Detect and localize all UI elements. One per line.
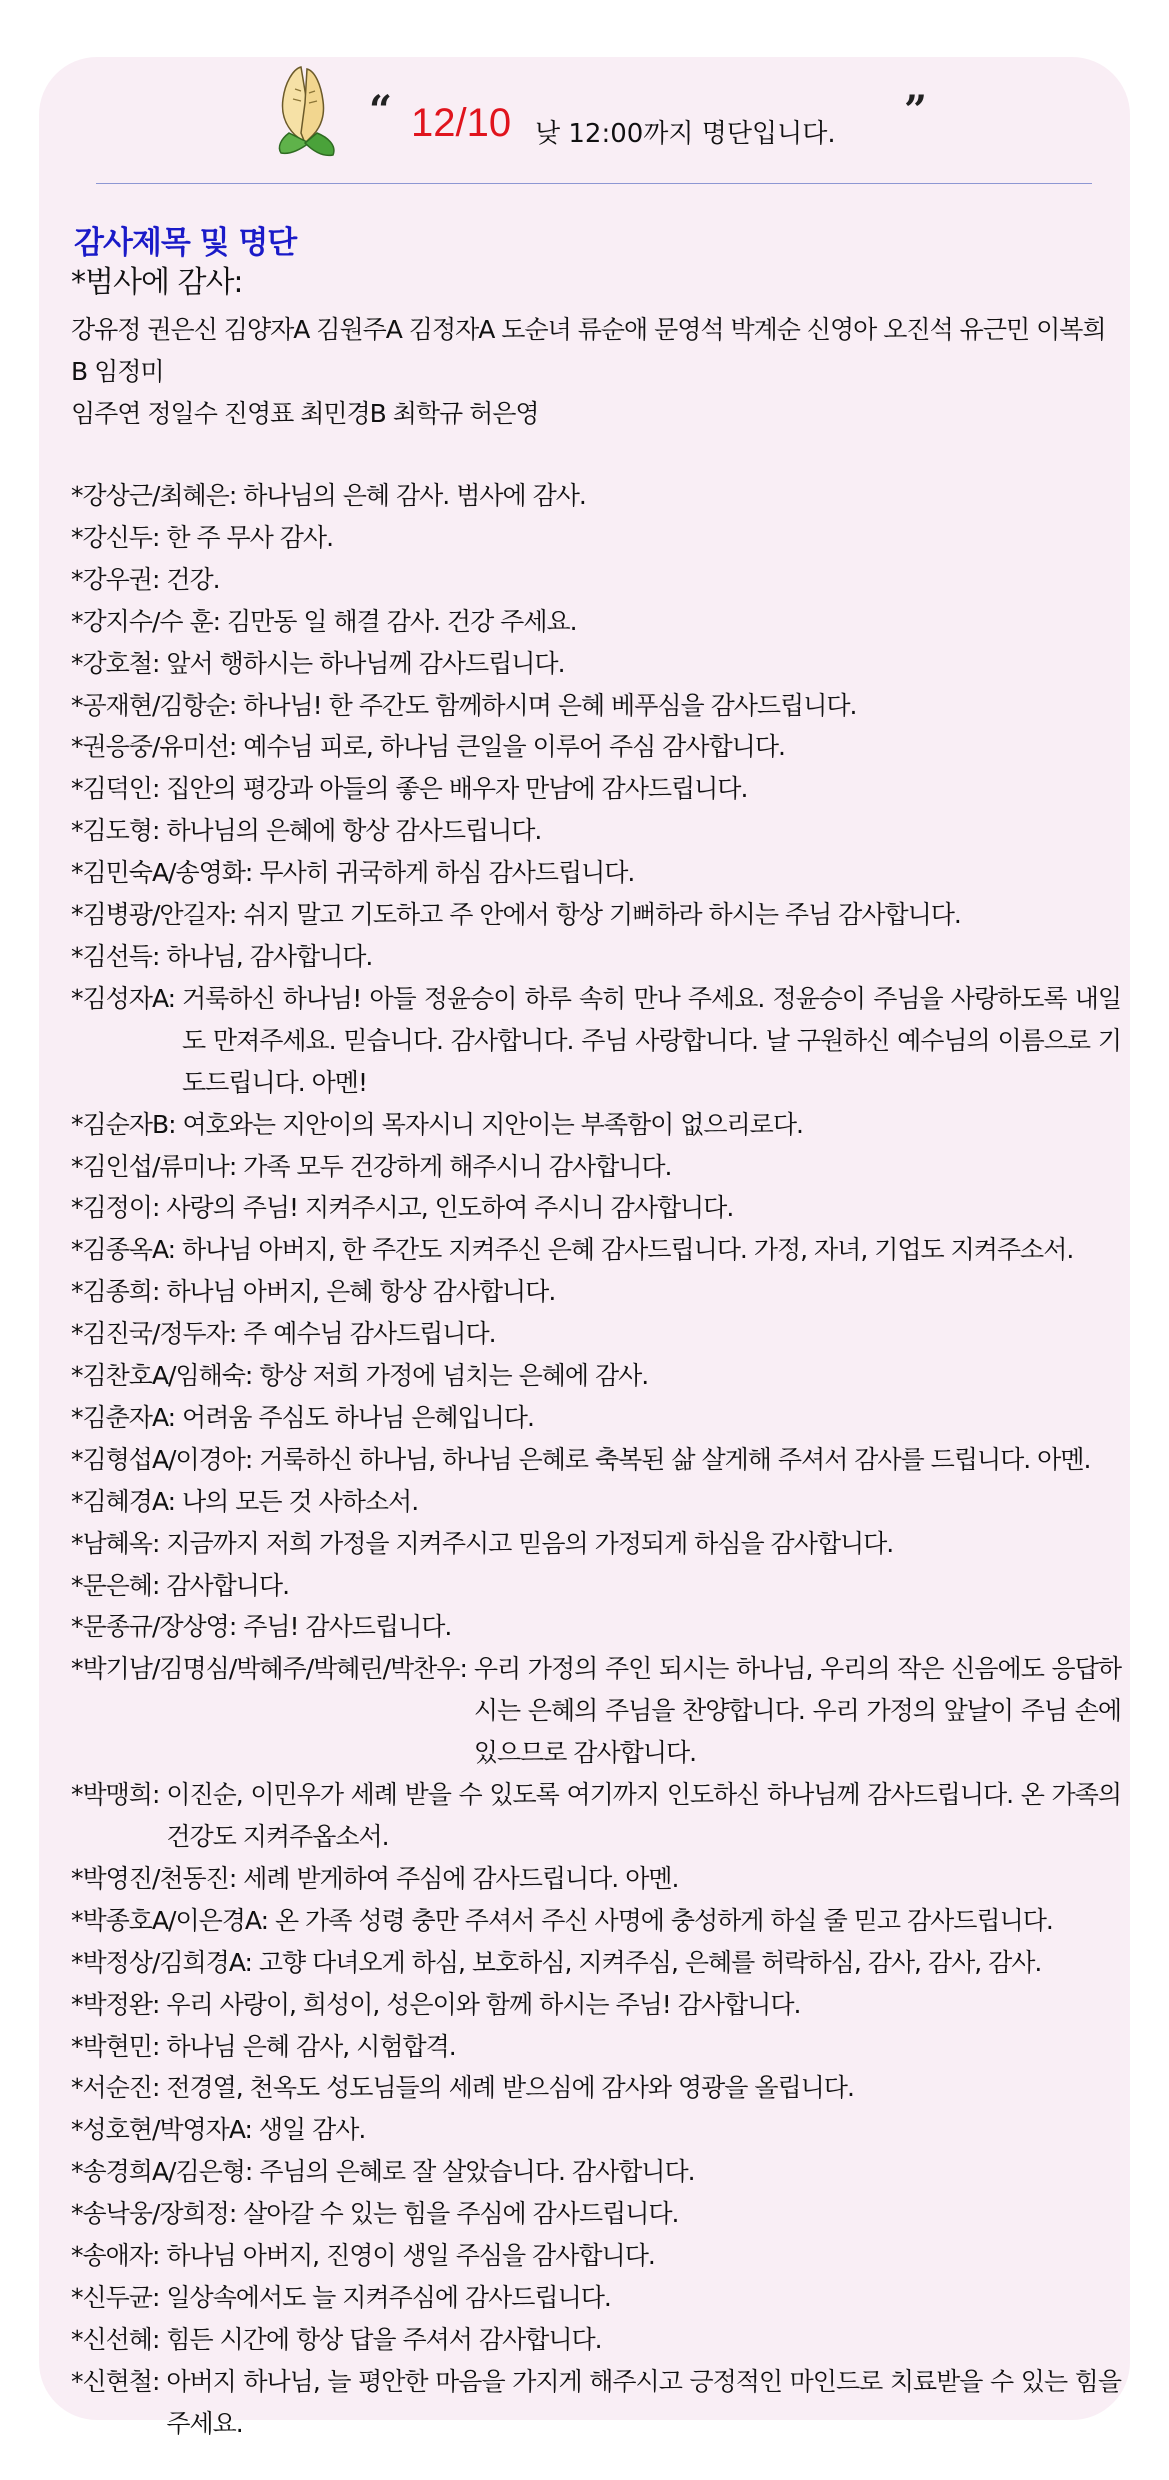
entry-message: 앞서 행하시는 하나님께 감사드립니다. bbox=[166, 648, 565, 678]
list-item bbox=[71, 2277, 1121, 2319]
entry-message: 힘든 시간에 항상 답을 주셔서 감사합니다. bbox=[166, 2324, 602, 2354]
entry-name: *권응중/유미선: bbox=[71, 732, 237, 762]
entry-name: *박영진/천동진: bbox=[71, 1863, 237, 1893]
list-item bbox=[71, 2067, 1121, 2109]
entry-name: *김종옥A: bbox=[71, 1235, 176, 1265]
entry-message: 하나님 은혜 감사, 시험합격. bbox=[166, 2031, 456, 2061]
spacer bbox=[71, 435, 1121, 475]
entry-message: 하나님 아버지, 은혜 항상 감사합니다. bbox=[166, 1277, 556, 1307]
list-item bbox=[71, 1397, 1121, 1439]
praying-hands-icon bbox=[271, 63, 343, 163]
entry-name: *박종호A/이은경A: bbox=[71, 1905, 269, 1935]
entry-message: 우리 가정의 주인 되시는 하나님, 우리의 작은 신음에도 응답하시는 은혜의 주님을 찬양합니다. 우리 가정의 앞날이 주님 손에 있으므로 감사합니다. bbox=[473, 1654, 1121, 1768]
list-item bbox=[71, 2026, 1121, 2068]
list-item bbox=[71, 1648, 1121, 1774]
entry-message: 하나님의 은혜에 항상 감사드립니다. bbox=[166, 816, 542, 846]
list-item bbox=[71, 1146, 1121, 1188]
list-item bbox=[71, 1858, 1121, 1900]
entry-name: *김선득: bbox=[71, 941, 160, 971]
entry-message: 전경열, 천옥도 성도님들의 세례 받으심에 감사와 영광을 올립니다. bbox=[166, 2073, 854, 2103]
entry-name: *강우권: bbox=[71, 564, 160, 594]
entry-name: *송경희A/김은형: bbox=[71, 2157, 253, 2187]
entry-name: *신현철: bbox=[71, 2366, 160, 2396]
entry-message: 건강. bbox=[166, 564, 220, 594]
entry-name: *김혜경A: bbox=[71, 1486, 176, 1516]
entry-name: *박정완: bbox=[71, 1989, 160, 2019]
entry-name: *신선혜: bbox=[71, 2324, 160, 2354]
entry-message: 하나님 아버지, 한 주간도 지켜주신 은혜 감사드립니다. 가정, 자녀, 기업도 지켜주소서. bbox=[182, 1235, 1074, 1265]
entry-name: *강지수/수 훈: bbox=[71, 606, 221, 636]
list-item bbox=[71, 2151, 1121, 2193]
entry-name: *박현민: bbox=[71, 2031, 160, 2061]
entry-message: 생일 감사. bbox=[258, 2115, 366, 2145]
entry-message: 가족 모두 건강하게 해주시니 감사합니다. bbox=[243, 1151, 672, 1181]
list-item bbox=[71, 1942, 1121, 1984]
list-item bbox=[71, 1313, 1121, 1355]
deadline-date: 12/10 bbox=[411, 101, 512, 145]
list-item bbox=[71, 978, 1121, 1104]
entry-name: *김형섭A/이경아: bbox=[71, 1444, 253, 1474]
close-quote: ” bbox=[904, 87, 928, 134]
list-item bbox=[71, 1606, 1121, 1648]
entry-name: *김춘자A: bbox=[71, 1402, 176, 1432]
list-item bbox=[71, 852, 1121, 894]
list-item bbox=[71, 1271, 1121, 1313]
entry-list bbox=[71, 475, 1121, 2445]
list-item bbox=[71, 1439, 1121, 1481]
list-item bbox=[71, 685, 1121, 727]
entry-name: *김종희: bbox=[71, 1277, 160, 1307]
entry-message: 집안의 평강과 아들의 좋은 배우자 만남에 감사드립니다. bbox=[166, 774, 748, 804]
entry-name: *김진국/정두자: bbox=[71, 1319, 237, 1349]
notice-header bbox=[39, 57, 1130, 177]
list-item bbox=[71, 726, 1121, 768]
list-item bbox=[71, 2235, 1121, 2277]
entry-message: 나의 모든 것 사하소서. bbox=[182, 1486, 419, 1516]
list-item bbox=[71, 1565, 1121, 1607]
entry-name: *김병광/안길자: bbox=[71, 900, 237, 930]
names-line: 임주연 정일수 진영표 최민경B 최학규 허은영 bbox=[71, 399, 539, 428]
prayer-entries bbox=[71, 263, 1121, 2445]
entry-name: *김도형: bbox=[71, 816, 160, 846]
entry-name: *박정상/김희경A: bbox=[71, 1947, 252, 1977]
list-item bbox=[71, 810, 1121, 852]
entry-name: *서순진: bbox=[71, 2073, 160, 2103]
entry-message: 예수님 피로, 하나님 큰일을 이루어 주심 감사합니다. bbox=[243, 732, 785, 762]
list-item bbox=[71, 768, 1121, 810]
entry-name: *송애자: bbox=[71, 2241, 160, 2271]
list-item bbox=[71, 1481, 1121, 1523]
deadline-notice: 낮 12:00까지 명단입니다. bbox=[535, 119, 836, 149]
entry-message: 우리 사랑이, 희성이, 성은이와 함께 하시는 주님! 감사합니다. bbox=[166, 1989, 801, 2019]
list-item bbox=[71, 2361, 1121, 2445]
list-item bbox=[71, 601, 1121, 643]
names-line: 강유정 권은신 김양자A 김원주A 김정자A 도순녀 류순애 문영석 박계순 신영아 오진석 유근민 이복희B 임정미 bbox=[71, 315, 1106, 386]
entry-message: 주님! 감사드립니다. bbox=[243, 1612, 452, 1642]
entry-name: *강상근/최혜은: bbox=[71, 481, 237, 510]
entry-message: 주 예수님 감사드립니다. bbox=[243, 1319, 496, 1349]
entry-name: *김인섭/류미나: bbox=[71, 1151, 237, 1181]
entry-name: *김순자B: bbox=[71, 1109, 176, 1139]
list-item bbox=[71, 2319, 1121, 2361]
entry-message: 항상 저희 가정에 넘치는 은혜에 감사. bbox=[259, 1361, 649, 1391]
list-item bbox=[71, 2109, 1121, 2151]
entry-message: 살아갈 수 있는 힘을 주심에 감사드립니다. bbox=[243, 2199, 679, 2229]
entry-message: 일상속에서도 늘 지켜주심에 감사드립니다. bbox=[166, 2282, 611, 2312]
entry-message: 온 가족 성령 충만 주셔서 주신 사명에 충성하게 하실 줄 믿고 감사드립니다. bbox=[274, 1905, 1053, 1935]
list-item bbox=[71, 894, 1121, 936]
prayer-list-card bbox=[39, 57, 1130, 2438]
section-title: 감사제목 및 명단 bbox=[74, 225, 297, 261]
entry-message: 이진순, 이민우가 세례 받을 수 있도록 여기까지 인도하신 하나님께 감사드립니다. 온 가족의 건강도 지켜주옵소서. bbox=[166, 1780, 1121, 1851]
list-item bbox=[71, 1355, 1121, 1397]
general-thanks-names bbox=[71, 309, 1113, 435]
entry-message: 고향 다녀오게 하심, 보호하심, 지켜주심, 은혜를 허락하심, 감사, 감사, 감사. bbox=[258, 1947, 1042, 1977]
entry-name: *박기남/김명심/박혜주/박혜린/박찬우: bbox=[71, 1654, 467, 1684]
entry-message: 지금까지 저희 가정을 지켜주시고 믿음의 가정되게 하심을 감사합니다. bbox=[166, 1528, 894, 1558]
entry-message: 한 주 무사 감사. bbox=[166, 522, 334, 552]
entry-name: *성호현/박영자A: bbox=[71, 2115, 252, 2145]
list-item bbox=[71, 643, 1121, 685]
list-item bbox=[71, 1187, 1121, 1229]
entry-message: 거룩하신 하나님, 하나님 은혜로 축복된 삶 살게해 주셔서 감사를 드립니다. 아멘. bbox=[259, 1444, 1091, 1474]
entry-message: 어려움 주심도 하나님 은혜입니다. bbox=[182, 1402, 534, 1432]
entry-name: *남혜옥: bbox=[71, 1528, 160, 1558]
entry-name: *김정이: bbox=[71, 1193, 160, 1223]
entry-name: *문은혜: bbox=[71, 1570, 160, 1600]
entry-message: 감사합니다. bbox=[166, 1570, 290, 1600]
entry-name: *김민숙A/송영화: bbox=[71, 858, 253, 888]
entry-name: *공재현/김항순: bbox=[71, 690, 237, 720]
entry-name: *김성자A: bbox=[71, 983, 176, 1013]
entry-name: *신두균: bbox=[71, 2282, 160, 2312]
entry-message: 여호와는 지안이의 목자시니 지안이는 부족함이 없으리로다. bbox=[182, 1109, 803, 1139]
entry-message: 아버지 하나님, 늘 평안한 마음을 가지게 해주시고 긍정적인 마인드로 치료받을 수 있는 힘을 주세요. bbox=[166, 2366, 1121, 2438]
entry-name: *송낙웅/장희정: bbox=[71, 2199, 237, 2229]
list-item bbox=[71, 1774, 1121, 1858]
entry-message: 무사히 귀국하게 하심 감사드립니다. bbox=[259, 858, 635, 888]
entry-name: *문종규/장상영: bbox=[71, 1612, 237, 1642]
entry-message: 하나님! 한 주간도 함께하시며 은혜 베푸심을 감사드립니다. bbox=[243, 690, 857, 720]
entry-name: *박맹희: bbox=[71, 1780, 160, 1810]
entry-message: 김만동 일 해결 감사. 건강 주세요. bbox=[227, 606, 577, 636]
intro-label: *범사에 감사: bbox=[71, 265, 243, 300]
entry-message: 거룩하신 하나님! 아들 정윤승이 하루 속히 만나 주세요. 정윤승이 주님을 사랑하도록 내일도 만져주세요. 믿습니다. 감사합니다. 주님 사랑합니다. 날 구원하신 예수님의 이름으로 기도드립니다. 아멘! bbox=[182, 983, 1121, 1097]
entry-message: 쉬지 말고 기도하고 주 안에서 항상 기뻐하라 하시는 주님 감사합니다. bbox=[243, 900, 961, 930]
open-quote: “ bbox=[369, 87, 393, 134]
list-item bbox=[71, 1229, 1121, 1271]
list-item bbox=[71, 1523, 1121, 1565]
header-divider bbox=[96, 183, 1092, 184]
list-item bbox=[71, 2193, 1121, 2235]
entry-message: 하나님, 감사합니다. bbox=[166, 941, 373, 971]
entry-message: 세례 받게하여 주심에 감사드립니다. 아멘. bbox=[243, 1863, 679, 1893]
list-item bbox=[71, 1984, 1121, 2026]
entry-name: *김덕인: bbox=[71, 774, 160, 804]
entry-message: 하나님 아버지, 진영이 생일 주심을 감사합니다. bbox=[166, 2241, 655, 2271]
entry-message: 사랑의 주님! 지켜주시고, 인도하여 주시니 감사합니다. bbox=[166, 1193, 734, 1223]
list-item bbox=[71, 559, 1121, 601]
list-item bbox=[71, 475, 1121, 517]
list-item bbox=[71, 517, 1121, 559]
entry-message: 하나님의 은혜 감사. 범사에 감사. bbox=[243, 481, 586, 510]
entry-name: *김찬호A/임해숙: bbox=[71, 1361, 253, 1391]
entry-name: *강호철: bbox=[71, 648, 160, 678]
entry-name: *강신두: bbox=[71, 522, 160, 552]
list-item bbox=[71, 1900, 1121, 1942]
entry-message: 주님의 은혜로 잘 살았습니다. 감사합니다. bbox=[259, 2157, 695, 2187]
list-item bbox=[71, 1104, 1121, 1146]
list-item bbox=[71, 936, 1121, 978]
